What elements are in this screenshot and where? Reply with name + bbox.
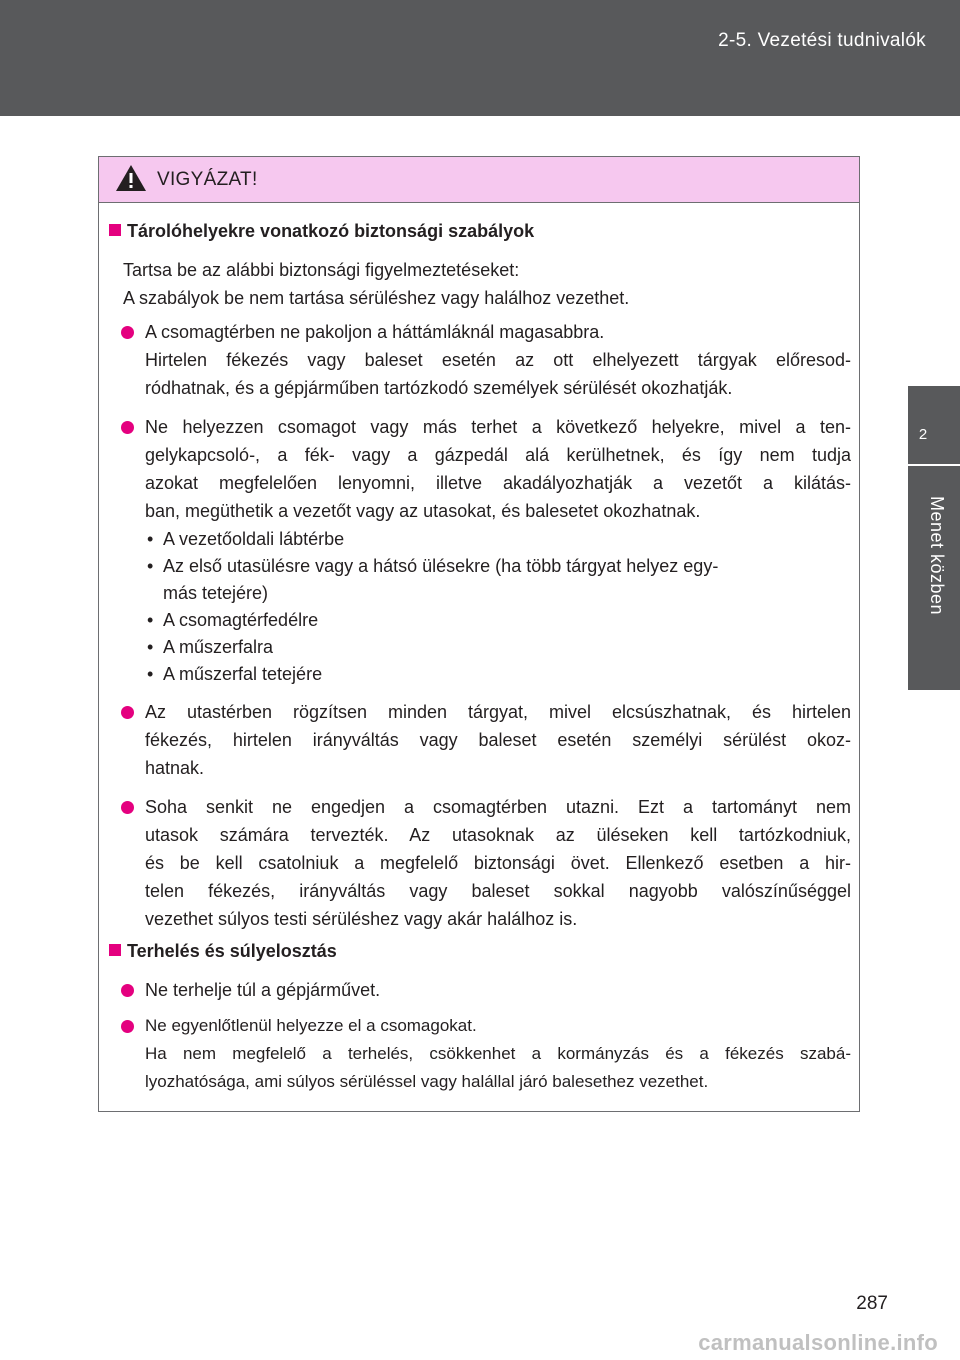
- section-heading-load: [109, 941, 337, 962]
- warning-triangle-icon: [115, 164, 147, 192]
- bullet-icon: •: [147, 637, 154, 657]
- section-heading-text: Terhelés és súlyelosztás: [127, 941, 337, 961]
- bullet-icon: •: [147, 556, 154, 576]
- watermark: carmanualsonline.info: [698, 1330, 938, 1355]
- text-line: azokat megfelelően lenyomni, illetve akadályozhatják a vezetőt a kilátás-: [145, 473, 851, 493]
- text-line: Ne egyenlőtlenül helyezze el a csomagokat.: [145, 1016, 477, 1035]
- circle-bullet-icon: [121, 326, 134, 339]
- circle-bullet-icon: [121, 1020, 134, 1033]
- list-item: A műszerfalra: [163, 637, 274, 657]
- list-item: A műszerfal tetejére: [163, 664, 323, 684]
- list-item: A vezetőoldali lábtérbe: [163, 529, 345, 549]
- bullet-icon: •: [147, 664, 154, 684]
- circle-bullet-icon: [121, 984, 134, 997]
- text-line: és be kell csatolniuk a megfelelő biztonsági övet. Ellenkező esetben a hir-: [145, 853, 851, 873]
- text-line: vezethet súlyos testi sérüléshez vagy akár halálhoz is.: [145, 909, 578, 929]
- text-line: Az utastérben rögzítsen minden tárgyat, mivel elcsúszhatnak, és hirtelen: [145, 702, 851, 722]
- square-bullet-icon: [109, 224, 121, 236]
- list-item: [145, 698, 851, 782]
- text-line: Soha senkit ne engedjen a csomagtérben utazni. Ezt a tartományt nem: [145, 797, 851, 817]
- list-item: [145, 413, 851, 525]
- list-item-continued: más tetejére): [163, 583, 269, 603]
- intro-text: [123, 256, 843, 312]
- text-line: A csomagtérben ne pakoljon a háttámláknál magasabbra.: [145, 322, 605, 342]
- header-bar: [0, 0, 960, 116]
- text-line: A szabályok be nem tartása sérüléshez vagy halálhoz vezethet.: [123, 288, 630, 308]
- caution-title: VIGYÁZAT!: [157, 169, 258, 190]
- circle-bullet-icon: [121, 706, 134, 719]
- chapter-number: 2: [918, 426, 928, 443]
- text-line: fékezés, hirtelen irányváltás vagy baleset esetén személyi sérülést okoz-: [145, 730, 851, 750]
- text-line: lyozhatósága, ami súlyos sérüléssel vagy halállal járó balesethez vezethet.: [145, 1072, 709, 1091]
- text-line: Ne terhelje túl a gépjárművet.: [145, 980, 381, 1000]
- circle-bullet-icon: [121, 801, 134, 814]
- text-line: ródhatnak, és a gépjárműben tartózkodó személyek sérülését okozhatják.: [145, 378, 733, 398]
- square-bullet-icon: [109, 944, 121, 956]
- section-heading-storage: [109, 221, 534, 242]
- list-item: [145, 976, 851, 1004]
- text-line: ban, megüthetik a vezetőt vagy az utasokat, és balesetet okozhatnak.: [145, 501, 701, 521]
- section-heading-text: Tárolóhelyekre vonatkozó biztonsági szabályok: [127, 221, 535, 241]
- text-line: Tartsa be az alábbi biztonsági figyelmeztetéseket:: [123, 260, 520, 280]
- side-tab-number: [908, 386, 960, 464]
- chapter-name: Menet közben: [927, 496, 947, 616]
- list-item: [145, 318, 851, 402]
- side-tab-name: [908, 466, 960, 690]
- chapter-title: 2-5. Vezetési tudnivalók: [718, 30, 926, 51]
- text-line: Ne helyezzen csomagot vagy más terhet a következő helyekre, mivel a ten-: [145, 417, 851, 437]
- caution-header: [99, 157, 859, 203]
- circle-bullet-icon: [121, 421, 134, 434]
- text-line: utasok számára tervezték. Az utasoknak az üléseken kell tartózkodniuk,: [145, 825, 851, 845]
- text-line: Ha nem megfelelő a terhelés, csökkenhet a kormányzás és a fékezés szabá-: [145, 1044, 851, 1063]
- text-line: hatnak.: [145, 758, 205, 778]
- list-item: Az első utasülésre vagy a hátsó ülésekre (ha több tárgyat helyez egy-: [163, 556, 719, 576]
- bullet-list: [147, 526, 843, 688]
- caution-box: [98, 156, 860, 1112]
- list-item: A csomagtérfedélre: [163, 610, 319, 630]
- bullet-icon: •: [147, 529, 154, 549]
- bullet-icon: •: [147, 610, 154, 630]
- page-number: 287: [856, 1293, 888, 1314]
- text-line: gelykapcsoló-, a fék- vagy a gázpedál alá kerülhetnek, és így nem tudja: [145, 445, 851, 465]
- text-line: Hirtelen fékezés vagy baleset esetén az ott elhelyezett tárgyak előresod-: [145, 350, 851, 370]
- list-item: [145, 793, 851, 933]
- text-line: telen fékezés, irányváltás vagy baleset sokkal nagyobb valószínűséggel: [145, 881, 851, 901]
- list-item: [145, 1012, 851, 1096]
